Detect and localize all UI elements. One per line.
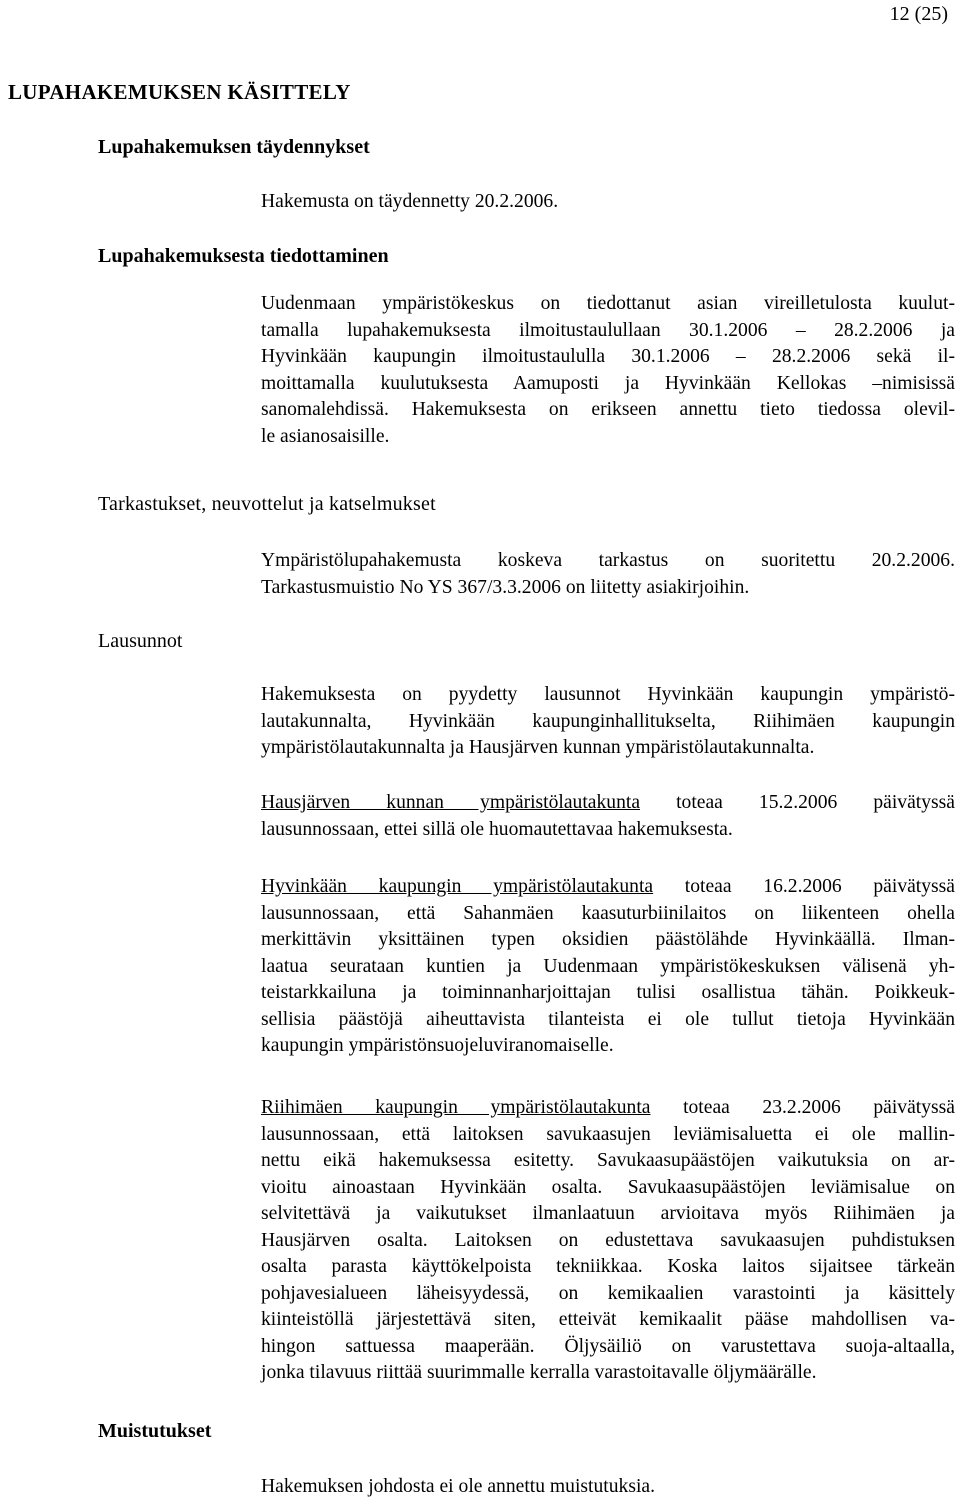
heading-taydennykset: Lupahakemuksen täydennykset <box>98 136 370 158</box>
statement-hyvinkaa: Hyvinkään kaupungin ympäristölautakunta toteaa 16.2.2006 päivätyssä lausunnossaan, että Sahanmäen kaasuturbiinilaitos on liikenteen ohella merkittävin yksittäinen typen oksidien päästölähde Hyvinkäällä. Ilman- laatua seurataan kuntien ja Uudenmaan ympäristökeskuksen välisenä yh- teistarkkailuna ja toiminnanharjoittajan tulisi osallistua tähän. Poikkeuk- sellisia päästöjä aiheuttavista tilanteista ei ole tullut tietoja Hyvinkään kaupungin ympäristönsuojeluviranomaiselle. <box>261 876 955 1056</box>
page-number: 12 (25) <box>889 3 948 25</box>
statement-author: Riihimäen kaupungin ympäristölautakunta <box>261 1097 651 1118</box>
text-lausunnot-intro: Hakemuksesta on pyydetty lausunnot Hyvinkään kaupungin ympäristö- lautakunnalta, Hyvinkään kaupunginhallitukselta, Riihimäen kaupungin ympäristölautakunnalta ja Hausjärven kunnan ympäristölautakunnalta. <box>261 684 955 758</box>
heading-lausunnot: Lausunnot <box>98 630 183 652</box>
statement-author: Hyvinkään kaupungin ympäristölautakunta <box>261 876 654 897</box>
statement-riihimaki: Riihimäen kaupungin ympäristölautakunta toteaa 23.2.2006 päivätyssä lausunnossaan, että laitoksen savukaasujen leviämisaluetta ei ole mallin- nettu eikä hakemuksessa esitetty. Savukaasupäästöjen vaikutuksia on ar- vioitu ainoastaan Hyvinkään osalta. Savukaasupäästöjen leviämisalue on selvitettävä ja vaikutukset ilmanlaatuun arvioitava myös Riihimäen ja Hausjärven osalta. Laitoksen on edustettava savukaasujen puhdistuksen osalta parasta käyttökelpoista tekniikkaa. Koska laitos sijaitsee tärkeän pohjavesialueen läheisyydessä, on kemikaalien varastointi ja käsittely kiinteistöllä järjestettävä siten, etteivät kemikaalit pääse mahdollisen va- hingon sattuessa maaperään. Öljysäiliö on varustettava suoja-altaalla, jonka tilavuus riittää suurimmalle kerralla varastoitavalle öljymäärälle. <box>261 1097 955 1383</box>
document-title: LUPAHAKEMUKSEN KÄSITTELY <box>8 80 351 104</box>
statement-author: Hausjärven kunnan ympäristölautakunta <box>261 792 641 813</box>
text-muistutukset: Hakemuksen johdosta ei ole annettu muistutuksia. <box>261 1476 655 1497</box>
heading-muistutukset: Muistutukset <box>98 1420 212 1442</box>
text-tarkastukset: Ympäristölupahakemusta koskeva tarkastus on suoritettu 20.2.2006. Tarkastusmuistio No YS 367/3.3.2006 on liitetty asiakirjoihin. <box>261 550 955 598</box>
text-tiedottaminen: Uudenmaan ympäristökeskus on tiedottanut asian vireilletulosta kuulut- tamalla lupahakemuksesta ilmoitustaulullaan 30.1.2006 – 28.2.2006 ja Hyvinkään kaupungin ilmoitustaululla 30.1.2006 – 28.2.2006 sekä il- moittamalla kuulutuksesta Aamuposti ja Hyvinkään Kellokas –nimisissä sanomalehdissä. Hakemuksesta on erikseen annettu tieto tiedossa olevil- le asianosaisille. <box>261 293 955 447</box>
statement-hausjarvi: Hausjärven kunnan ympäristölautakunta toteaa 15.2.2006 päivätyssä lausunnossaan, ettei sillä ole huomautettavaa hakemuksesta. <box>261 792 955 840</box>
heading-tarkastukset: Tarkastukset, neuvottelut ja katselmukset <box>98 493 436 515</box>
text-taydennykset: Hakemusta on täydennetty 20.2.2006. <box>261 191 559 212</box>
heading-tiedottaminen: Lupahakemuksesta tiedottaminen <box>98 245 389 267</box>
